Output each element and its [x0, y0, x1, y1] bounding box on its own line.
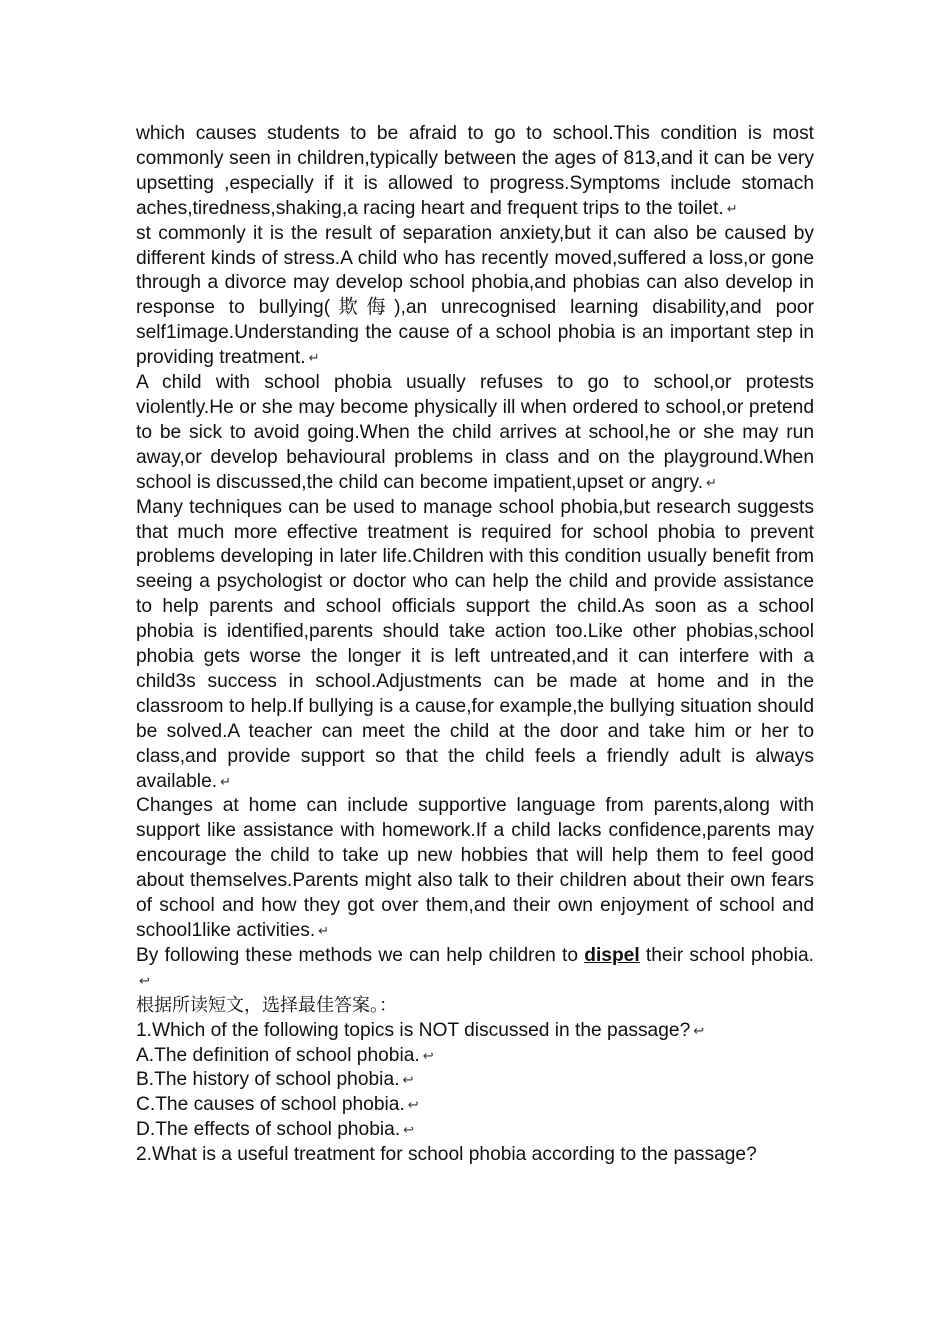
line-break-mark-icon: ↩ [422, 1047, 434, 1063]
closing-text-after: their school phobia. [639, 944, 814, 966]
question-1-option-a [136, 1044, 814, 1069]
line-break-mark-icon: ↩ [403, 1122, 415, 1138]
closing-text-before: By following these methods we can help children to [136, 944, 585, 966]
paragraph-definition [136, 122, 814, 222]
line-break-mark-icon: ↩ [139, 972, 150, 988]
paragraph-text: Changes at home can include supportive language from parents,along with support like assistance with homework.If a child lacks confidence,parents may encourage the child to take up new hobbies that will help them to feel good about themselves.Parents might also talk to their children about their own fears of school and how they got over them,and their own enjoyment of school and school1like activities. [136, 795, 814, 941]
option-text: B.The history of school phobia. [136, 1069, 400, 1091]
paragraph-text: st commonly it is the result of separation anxiety,but it can also be caused by different kinds of stress.A child who has recently moved,suffered a loss,or gone through a divorce may develop school phobia,and phobias can also develop in response to bullying(欺侮),an unrecognised learning disability,and poor self1image.Understanding the cause of a school phobia is an important step in providing treatment. [136, 222, 814, 369]
option-text: A.The definition of school phobia. [136, 1044, 420, 1066]
document-page [136, 122, 814, 1168]
keyword-dispel: dispel [584, 944, 640, 966]
paragraph-mark-icon: ↵ [318, 923, 330, 938]
paragraph-causes [136, 222, 814, 371]
instruction-text: 根据所读短文，选择最佳答案。： [136, 994, 397, 1016]
paragraph-home-changes [136, 794, 814, 943]
line-break-mark-icon: ↩ [693, 1022, 705, 1038]
question-1-option-b [136, 1068, 814, 1093]
option-text: D.The effects of school phobia. [136, 1119, 401, 1141]
paragraph-closing [136, 944, 814, 994]
paragraph-text: Many techniques can be used to manage school phobia,but research suggests that much more effective treatment is required for school phobia to prevent problems developing in later life.Children with this condition usually benefit from seeing a psychologist or doctor who can help the child and provide assistance to help parents and school officials support the child.As soon as a school phobia is identified,parents should take action too.Like other phobias,school phobia gets worse the longer it is left untreated,and it can interfere with a child3s success in school.Adjustments can be made at home and in the classroom to help.If bullying is a cause,for example,the bullying situation should be solved.A teacher can meet the child at the door and take him or her to class,and provide support so that the child feels a friendly adult is always available. [136, 496, 814, 792]
paragraph-mark-icon: ↵ [308, 350, 320, 366]
paragraph-mark-icon: ↵ [726, 200, 738, 216]
line-break-mark-icon: ↩ [407, 1097, 419, 1113]
paragraph-mark-icon: ↵ [220, 773, 231, 789]
question-2-stem [136, 1143, 814, 1168]
paragraph-text: which causes students to be afraid to go to school.This condition is most commonly seen in children,typically between the ages of 813,and it can be very upsetting ,especially if it is allowed to progress.Symptoms include stomach aches,tiredness,shaking,a racing heart and frequent trips to the toilet. [136, 123, 814, 219]
question-1-stem [136, 1019, 814, 1044]
option-text: C.The causes of school phobia. [136, 1094, 405, 1116]
line-break-mark-icon: ↩ [402, 1072, 414, 1088]
question-1-option-c [136, 1093, 814, 1118]
paragraph-text: A child with school phobia usually refuses to go to school,or protests violently.He or she may become physically ill when ordered to school,or pretend to be sick to avoid going.When the child arrives at school,he or she may run away,or develop behavioural problems in class and on the playground.When school is discussed,the child can become impatient,upset or angry. [136, 372, 814, 493]
question-1-option-d [136, 1118, 814, 1143]
paragraph-symptoms [136, 371, 814, 496]
instruction-line [136, 994, 814, 1019]
question-text: 1.Which of the following topics is NOT discussed in the passage? [136, 1019, 691, 1041]
question-text: 2.What is a useful treatment for school phobia according to the passage? [136, 1144, 757, 1166]
paragraph-treatment [136, 496, 814, 795]
paragraph-mark-icon: ↵ [706, 474, 717, 490]
